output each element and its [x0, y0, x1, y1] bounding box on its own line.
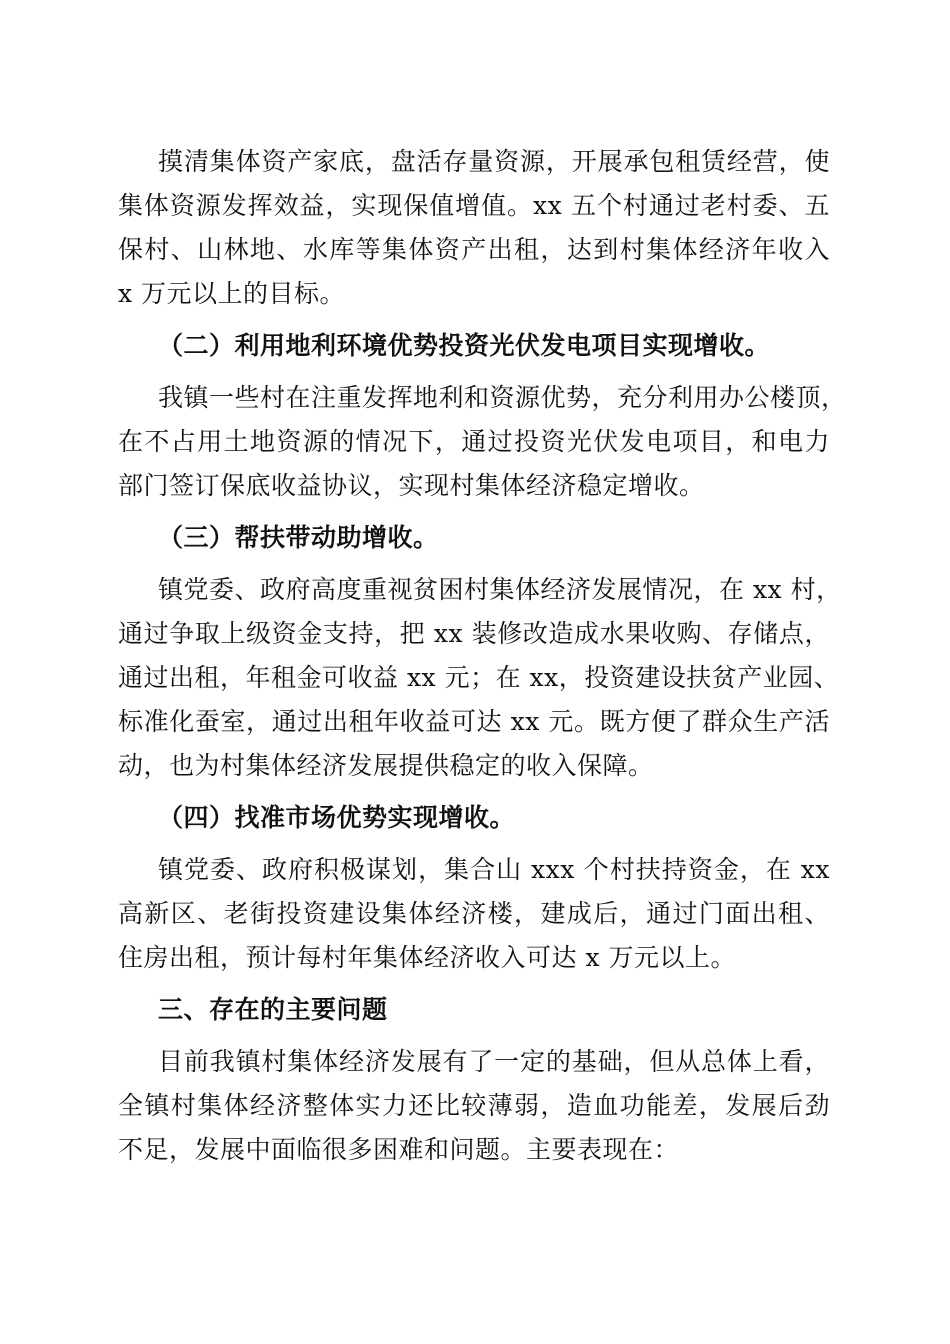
paragraph-assistance: [118, 568, 842, 788]
text-line: 镇党委、政府高度重视贫困村集体经济发展情况，在 xx 村，: [158, 575, 842, 604]
subheading-2: [118, 324, 830, 368]
subheading-4: [118, 796, 830, 840]
text-line: x 万元以上的目标。: [118, 279, 346, 308]
text-line: 不足，发展中面临很多困难和问题。主要表现在：: [118, 1135, 680, 1164]
paragraph-problems: [118, 1040, 830, 1172]
text-line: 标准化蚕室，通过出租年收益可达 xx 元。既方便了群众生产活: [118, 707, 830, 736]
text-line: 全镇村集体经济整体实力还比较薄弱，造血功能差，发展后劲: [118, 1091, 830, 1120]
text-line: 摸清集体资产家底，盘活存量资源，开展承包租赁经营，使: [158, 147, 830, 176]
paragraph-market: [118, 848, 830, 980]
text-line: 保村、山林地、水库等集体资产出租，达到村集体经济年收入: [118, 235, 830, 264]
text-line: 镇党委、政府积极谋划，集合山 xxx 个村扶持资金，在 xx: [158, 855, 830, 884]
section-heading-3: [118, 988, 830, 1032]
text-line: 部门签订保底收益协议，实现村集体经济稳定增收。: [118, 471, 705, 500]
subheading-text: （四）找准市场优势实现增收。: [158, 803, 516, 832]
subheading-3: [118, 516, 830, 560]
text-line: 动，也为村集体经济发展提供稳定的收入保障。: [118, 751, 654, 780]
text-line: 通过出租，年租金可收益 xx 元；在 xx，投资建设扶贫产业园、: [118, 663, 840, 692]
paragraph-asset-leasing: [118, 140, 830, 316]
text-line: 通过争取上级资金支持，把 xx 装修改造成水果收购、存储点，: [118, 619, 830, 648]
subheading-text: （三）帮扶带动助增收。: [158, 523, 439, 552]
text-line: 目前我镇村集体经济发展有了一定的基础，但从总体上看，: [158, 1047, 830, 1076]
section-heading-text: 三、存在的主要问题: [158, 995, 388, 1024]
text-line: 我镇一些村在注重发挥地利和资源优势，充分利用办公楼顶，: [158, 383, 847, 412]
document-body: [118, 140, 847, 1180]
paragraph-solar-power: [118, 376, 847, 508]
subheading-text: （二）利用地利环境优势投资光伏发电项目实现增收。: [158, 331, 771, 360]
text-line: 在不占用土地资源的情况下，通过投资光伏发电项目，和电力: [118, 427, 830, 456]
text-line: 住房出租，预计每村年集体经济收入可达 x 万元以上。: [118, 943, 736, 972]
text-line: 高新区、老街投资建设集体经济楼，建成后，通过门面出租、: [118, 899, 830, 928]
text-line: 集体资源发挥效益，实现保值增值。xx 五个村通过老村委、五: [118, 191, 830, 220]
